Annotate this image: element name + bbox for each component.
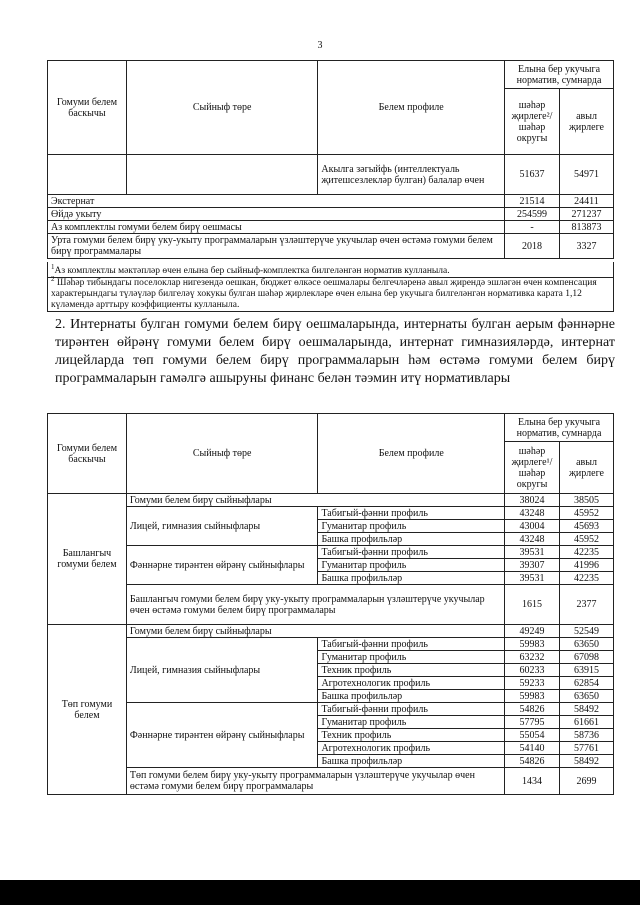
header-rural: авыл җирлеге xyxy=(560,89,614,155)
value-urban: - xyxy=(505,221,560,234)
header-norm: Елына бер укучыга норматив, сумнарда xyxy=(505,61,614,89)
row-label: Урта гомуми белем бирү уку-укыту программаларын үзләштерүче укучылар өчен өстәмә гомуми белем бирү программалары xyxy=(48,234,505,259)
value-urban: 54140 xyxy=(505,742,560,755)
value-urban: 39531 xyxy=(505,572,560,585)
header-level: Гомуми белем баскычы xyxy=(48,414,127,494)
profile-label: Табигый-фәнни профиль xyxy=(318,546,505,559)
value-rural: 52549 xyxy=(560,625,614,638)
footnote-1: $^1$Аз комплектлы мәктәпләр өчен елына бер сыйныф-комплектка билгеләнгән норматив кулланыла. xyxy=(47,262,614,278)
footnote-2: $^2$ Шәһәр тибындагы поселоклар нигезендә оешкан, бюджет өлкәсе оешмалары белгечләренә авыл җирендә эшләгән өчен компенсация характерындагы түләүләр билгеләү хокукы булган шәһәр җирлекләре өчен елына бер укучыга билгеләнгән нормативка карата 1,12 күләмендә арттыру коэффициенты кулланыла. xyxy=(47,274,614,312)
value-urban: 51637 xyxy=(505,155,560,195)
profile-label: Агротехнологик профиль xyxy=(318,677,505,690)
value-rural: 61661 xyxy=(560,716,614,729)
value-urban: 54826 xyxy=(505,703,560,716)
value-rural: 38505 xyxy=(560,494,614,507)
class-type-label: Фәннәрне тирәнтен өйрәнү сыйныфлары xyxy=(126,703,318,768)
scan-bottom-edge xyxy=(0,880,640,905)
row-label: Башлангыч гомуми белем бирү уку-укыту программаларын үзләштерүче укучылар өчен өстәмә гомуми белем бирү программалары xyxy=(126,585,504,625)
header-norm: Елына бер укучыга норматив, сумнарда xyxy=(505,414,614,442)
value-rural: 58492 xyxy=(560,703,614,716)
value-urban: 21514 xyxy=(505,195,560,208)
footnote-1-text: Аз комплектлы мәктәпләр өчен елына бер сыйныф-комплектка билгеләнгән норматив кулланыла. xyxy=(54,266,450,277)
row-label: Акылга зәгыйфь (интеллектуаль җитешсезлекләр булган) балалар өчен xyxy=(318,155,505,195)
profile-label: Техник профиль xyxy=(318,729,505,742)
value-rural: 2377 xyxy=(560,585,614,625)
value-urban: 57795 xyxy=(505,716,560,729)
profile-label: Башка профильләр xyxy=(318,690,505,703)
profile-label: Табигый-фәнни профиль xyxy=(318,703,505,716)
value-rural: 57761 xyxy=(560,742,614,755)
table-row xyxy=(48,208,614,221)
header-rural: авыл җирлеге xyxy=(560,442,614,494)
value-rural: 2699 xyxy=(560,768,614,795)
value-urban: 1615 xyxy=(505,585,560,625)
class-type-label: Лицей, гимназия сыйныфлары xyxy=(126,507,318,546)
value-urban: 254599 xyxy=(505,208,560,221)
section-paragraph: 2. Интернаты булган гомуми белем бирү оешмаларында, интернаты булган аерым фәннәрне тирәнтен өйрәнү гомуми белем бирү оешмаларында, интернат гимназияләрдә, интернат лицейларда төп гомуми белем бирү программаларын һәм өстәмә гомуми белем бирү программаларын гамәлгә ашыруны финанс белән тәэмин итү нормативлары xyxy=(55,317,615,386)
value-rural: 62854 xyxy=(560,677,614,690)
value-rural: 42235 xyxy=(560,546,614,559)
value-urban: 43248 xyxy=(505,533,560,546)
level-primary: Башлангыч гомуми белем xyxy=(48,494,127,625)
value-urban: 59233 xyxy=(505,677,560,690)
value-urban: 54826 xyxy=(505,755,560,768)
profile-label: Гуманитар профиль xyxy=(318,559,505,572)
value-urban: 39307 xyxy=(505,559,560,572)
table-1 xyxy=(47,60,614,259)
value-rural: 45952 xyxy=(560,533,614,546)
value-urban: 59983 xyxy=(505,638,560,651)
row-label: Төп гомуми белем бирү уку-укыту программаларын үзләштерүче укучылар өчен өстәмә гомуми белем бирү программалары xyxy=(126,768,504,795)
value-rural: 63650 xyxy=(560,690,614,703)
value-rural: 271237 xyxy=(560,208,614,221)
table-row xyxy=(48,195,614,208)
profile-label: Башка профильләр xyxy=(318,572,505,585)
row-label: Өйдә укыту xyxy=(48,208,505,221)
value-urban: 38024 xyxy=(505,494,560,507)
table-row xyxy=(48,221,614,234)
row-label: Аз комплектлы гомуми белем бирү оешмасы xyxy=(48,221,505,234)
profile-label: Табигый-фәнни профиль xyxy=(318,638,505,651)
value-rural: 63915 xyxy=(560,664,614,677)
value-rural: 63650 xyxy=(560,638,614,651)
footnote-2-text: Шәһәр тибындагы поселоклар нигезендә оешкан, бюджет өлкәсе оешмалары белгечләренә авыл җирендә эшләгән өчен компенсация характерындагы түләүләр билгеләү хокукы булган шәһәр җирлекләре өчен елына бер укучыга билгеләнгән нормативка карата 1,12 күләмендә арттыру коэффициенты кулланыла. xyxy=(51,278,597,311)
profile-label: Техник профиль xyxy=(318,664,505,677)
header-profile: Белем профиле xyxy=(318,61,505,155)
value-urban: 49249 xyxy=(505,625,560,638)
value-rural: 58492 xyxy=(560,755,614,768)
row-label: Экстернат xyxy=(48,195,505,208)
value-rural: 54971 xyxy=(560,155,614,195)
class-type-label: Фәннәрне тирәнтен өйрәнү сыйныфлары xyxy=(126,546,318,585)
value-urban: 60233 xyxy=(505,664,560,677)
value-urban: 63232 xyxy=(505,651,560,664)
profile-label: Гуманитар профиль xyxy=(318,716,505,729)
value-rural: 813873 xyxy=(560,221,614,234)
value-urban: 59983 xyxy=(505,690,560,703)
value-rural: 3327 xyxy=(560,234,614,259)
profile-label: Табигый-фәнни профиль xyxy=(318,507,505,520)
header-class-type: Сыйныф төре xyxy=(126,414,318,494)
table-2 xyxy=(47,413,614,795)
profile-label: Гуманитар профиль xyxy=(318,520,505,533)
header-urban: шәһәр җирлеге¹/ шәһәр округы xyxy=(505,442,560,494)
header-level: Гомуми белем баскычы xyxy=(48,61,127,155)
value-rural: 45693 xyxy=(560,520,614,533)
profile-label: Башка профильләр xyxy=(318,533,505,546)
level-basic: Төп гомуми белем xyxy=(48,625,127,795)
value-urban: 55054 xyxy=(505,729,560,742)
value-urban: 43248 xyxy=(505,507,560,520)
value-urban: 43004 xyxy=(505,520,560,533)
page-number: 3 xyxy=(317,40,323,51)
value-urban: 2018 xyxy=(505,234,560,259)
value-rural: 67098 xyxy=(560,651,614,664)
value-rural: 45952 xyxy=(560,507,614,520)
row-label: Гомуми белем бирү сыйныфлары xyxy=(126,494,504,507)
value-rural: 41996 xyxy=(560,559,614,572)
value-rural: 42235 xyxy=(560,572,614,585)
profile-label: Башка профильләр xyxy=(318,755,505,768)
value-urban: 39531 xyxy=(505,546,560,559)
row-label: Гомуми белем бирү сыйныфлары xyxy=(126,625,504,638)
profile-label: Агротехнологик профиль xyxy=(318,742,505,755)
value-urban: 1434 xyxy=(505,768,560,795)
profile-label: Гуманитар профиль xyxy=(318,651,505,664)
class-type-label: Лицей, гимназия сыйныфлары xyxy=(126,638,318,703)
value-rural: 24411 xyxy=(560,195,614,208)
header-class-type: Сыйныф төре xyxy=(126,61,318,155)
header-profile: Белем профиле xyxy=(318,414,505,494)
value-rural: 58736 xyxy=(560,729,614,742)
table-row xyxy=(48,155,614,195)
table-row xyxy=(48,234,614,259)
header-urban: шәһәр җирлеге²/ шәһәр округы xyxy=(505,89,560,155)
